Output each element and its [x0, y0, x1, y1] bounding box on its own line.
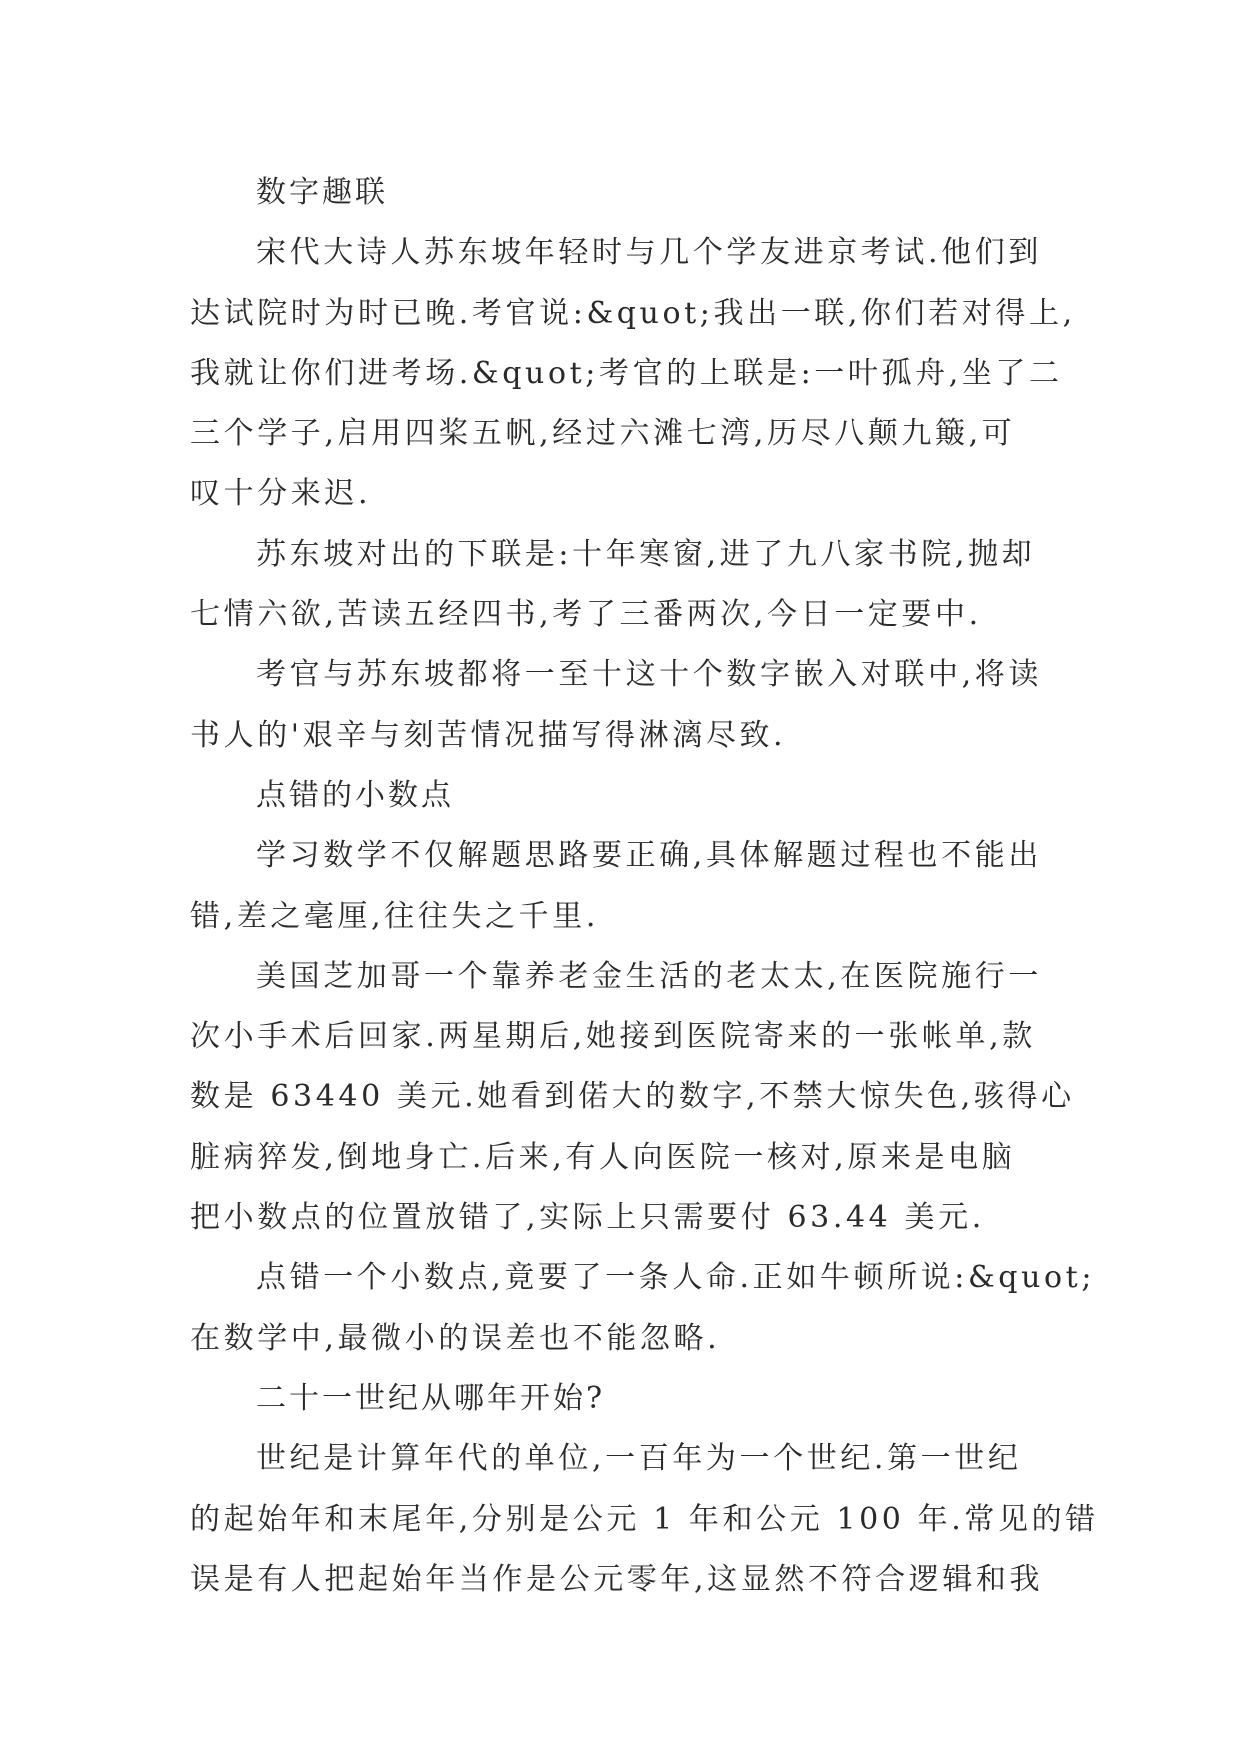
- section-heading-decimal-point: 点错的小数点: [256, 777, 454, 813]
- paragraph-line: 把小数点的位置放错了,实际上只需要付 63.44 美元.: [190, 1200, 985, 1236]
- paragraph-line: 考官与苏东坡都将一至十这十个数字嵌入对联中,将读: [256, 657, 1042, 693]
- paragraph-line: 我就让你们进考场.&quot;考官的上联是:一叶孤舟,坐了二: [190, 355, 1063, 391]
- paragraph-line: 达试院时为时已晚.考官说:&quot;我出一联,你们若对得上,: [190, 295, 1076, 331]
- paragraph-line: 世纪是计算年代的单位,一百年为一个世纪.第一世纪: [256, 1441, 1022, 1477]
- paragraph-line: 在数学中,最微小的误差也不能忽略.: [190, 1320, 721, 1356]
- paragraph-line: 数是 63440 美元.她看到偌大的数字,不禁大惊失色,骇得心: [190, 1079, 1075, 1115]
- paragraph-line: 错,差之毫厘,往往失之千里.: [190, 898, 600, 934]
- paragraph-line: 误是有人把起始年当作是公元零年,这显然不符合逻辑和我: [190, 1561, 1044, 1597]
- paragraph-line: 宋代大诗人苏东坡年轻时与几个学友进京考试.他们到: [256, 235, 1042, 271]
- paragraph-line: 次小手术后回家.两星期后,她接到医院寄来的一张帐单,款: [190, 1019, 1036, 1055]
- paragraph-line: 脏病猝发,倒地身亡.后来,有人向医院一核对,原来是电脑: [190, 1139, 1016, 1175]
- paragraph-line: 美国芝加哥一个靠养老金生活的老太太,在医院施行一: [256, 958, 1042, 994]
- document-body: [190, 163, 1099, 1610]
- paragraph-line: 叹十分来迟.: [190, 476, 372, 512]
- paragraph-line: 点错一个小数点,竟要了一条人命.正如牛顿所说:&quot;: [256, 1260, 1096, 1296]
- paragraph-line: 苏东坡对出的下联是:十年寒窗,进了九八家书院,抛却: [256, 536, 1036, 572]
- paragraph-line: 三个学子,启用四桨五帆,经过六滩七湾,历尽八颠九簸,可: [190, 416, 1016, 452]
- section-heading-century: 二十一世纪从哪年开始?: [256, 1380, 606, 1416]
- section-heading-digit-couplet: 数字趣联: [256, 175, 388, 210]
- paragraph-line: 七情六欲,苦读五经四书,考了三番两次,今日一定要中.: [190, 597, 982, 633]
- paragraph-line: 书人的'艰辛与刻苦情况描写得淋漓尽致.: [190, 717, 787, 753]
- paragraph-line: 学习数学不仅解题思路要正确,具体解题过程也不能出: [256, 838, 1042, 874]
- paragraph-line: 的起始年和末尾年,分别是公元 1 年和公元 100 年.常见的错: [190, 1501, 1099, 1537]
